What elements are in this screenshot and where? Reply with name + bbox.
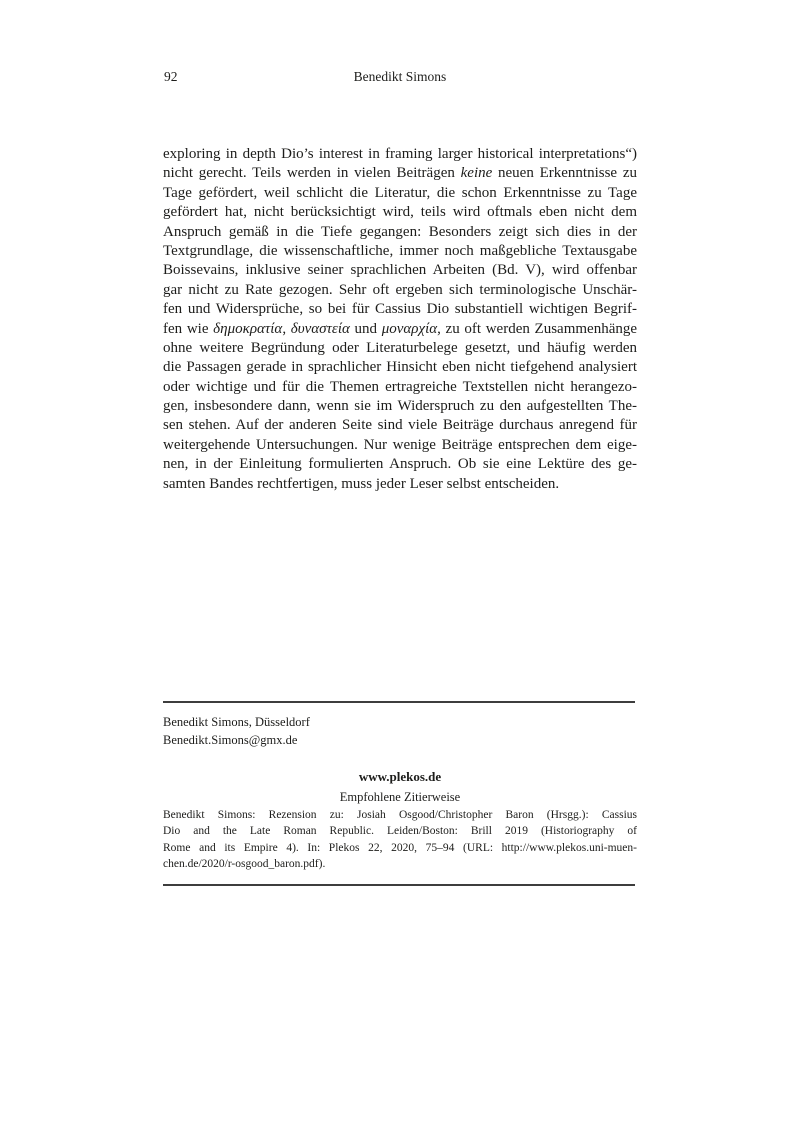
journal-website: www.plekos.de xyxy=(358,769,442,784)
greek-term: μοναρχία xyxy=(381,320,438,337)
author-name-city: Benedikt Simons, Düsseldorf xyxy=(163,715,310,729)
body-line xyxy=(163,164,637,183)
page-number: 92 xyxy=(164,69,178,84)
body-line: oder wichtige und für die Themen ertragreiche Textstellen nicht herangezo- xyxy=(163,378,637,395)
body-line: fen und Widersprüche, so bei für Cassius Dio substantiell wichtigen Begrif- xyxy=(163,301,637,318)
body-line: ohne weitere Begründung oder Literaturbelege gesetzt, und häufig werden xyxy=(163,339,637,356)
body-line: die Passagen gerade in sprachlicher Hinsicht eben nicht tiefgehend analysiert xyxy=(163,359,637,376)
body-line: weitergehende Untersuchungen. Nur wenige Beiträge entsprechen dem eige- xyxy=(163,436,637,453)
body-text-segment: und xyxy=(349,320,382,337)
body-line xyxy=(163,320,637,339)
author-email: Benedikt.Simons@gmx.de xyxy=(163,732,298,747)
citation-block xyxy=(163,807,637,873)
running-header-title: Benedikt Simons xyxy=(353,69,447,84)
citation-line: Dio and the Late Roman Republic. Leiden/Boston: Brill 2019 (Historiography of xyxy=(163,825,637,838)
body-text-segment: , xyxy=(282,320,291,337)
body-line: gefördert hat, nicht berücksichtigt wird, teils wird oftmals eben nicht dem xyxy=(163,204,637,221)
body-line: nen, in der Einleitung formulierten Anspruch. Ob sie eine Lektüre des ge- xyxy=(163,456,637,473)
body-line: Boissevains, inklusive seiner sprachlichen Arbeiten (Bd. V), wird offenbar xyxy=(163,262,637,279)
body-text-segment: , zu oft werden Zusammenhänge xyxy=(437,320,638,337)
citation-line: Rome and its Empire 4). In: Plekos 22, 2020, 75–94 (URL: http://www.plekos.uni-muen- xyxy=(163,841,637,854)
author-contact-block xyxy=(163,714,637,749)
body-text-segment: fen wie xyxy=(163,320,214,337)
body-line: gar nicht zu Rate gezogen. Sehr oft ergeben sich terminologische Unschär- xyxy=(163,281,637,298)
body-line: Tage gefördert, weil schlicht die Literatur, die schon Erkenntnisse zu Tage xyxy=(163,184,637,201)
footer-bottom-rule xyxy=(163,884,635,886)
running-header-row xyxy=(163,68,637,86)
review-body-paragraph xyxy=(163,145,637,494)
citation-line: chen.de/2020/r-osgood_baron.pdf). xyxy=(163,858,326,871)
greek-term: δυναστεία xyxy=(290,320,350,337)
body-text-italic: keine xyxy=(460,165,493,182)
body-text-segment: neuen Erkenntnisse zu xyxy=(492,165,637,182)
body-text-segment: nicht gerecht. Teils werden in vielen Beiträgen xyxy=(163,165,461,182)
body-line: gen, insbesondere dann, wenn sie im Widerspruch zu den aufgestellten The- xyxy=(163,398,637,415)
body-line: Anspruch gemäß in die Tiefe gegangen: Besonders zeigt sich dies in der xyxy=(163,223,637,240)
citation-line: Benedikt Simons: Rezension zu: Josiah Osgood/Christopher Baron (Hrsgg.): Cassius xyxy=(163,809,637,821)
body-line: samten Bandes rechtfertigen, muss jeder Leser selbst entscheiden. xyxy=(163,475,560,492)
body-line: sen stehen. Auf der anderen Seite sind viele Beiträge durchaus anregend für xyxy=(163,417,637,434)
footer-top-rule xyxy=(163,701,635,703)
citation-heading: Empfohlene Zitierweise xyxy=(339,790,461,804)
body-line: Textgrundlage, die wissenschaftliche, immer noch maßgebliche Textausgabe xyxy=(163,242,637,259)
greek-term: δημοκρατία xyxy=(213,320,283,337)
body-line: exploring in depth Dio’s interest in framing larger historical interpretations“) xyxy=(163,146,637,162)
